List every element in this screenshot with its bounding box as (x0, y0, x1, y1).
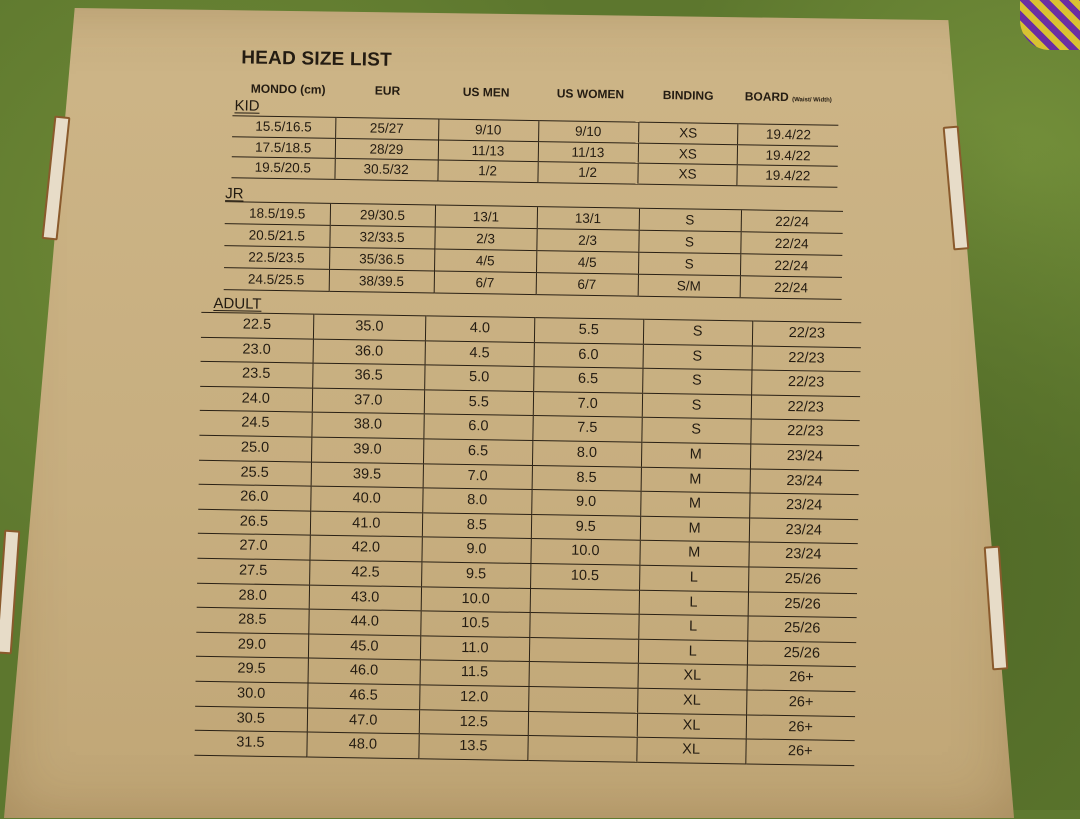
cell-mondo: 29.5 (196, 657, 309, 683)
cell-us-women (529, 662, 638, 688)
section-label-jr: JR (225, 185, 244, 203)
cell-mondo: 28.5 (196, 607, 309, 633)
cell-board: 23/24 (749, 518, 858, 544)
cell-us-men: 5.5 (424, 390, 533, 416)
cell-us-men: 4.0 (425, 316, 534, 342)
cell-eur: 41.0 (310, 511, 423, 537)
cell-us-women: 1/2 (537, 162, 637, 184)
cell-eur: 44.0 (308, 609, 421, 635)
cell-us-men: 9.0 (422, 537, 531, 563)
header-eur: EUR (374, 83, 401, 98)
cell-mondo: 22.5 (201, 312, 314, 338)
cell-board: 22/23 (752, 321, 861, 347)
cell-mondo: 24.5/25.5 (224, 268, 329, 292)
cell-eur: 46.0 (308, 658, 421, 684)
adult-table (194, 312, 861, 766)
cell-binding: M (640, 541, 749, 567)
cell-us-men: 6.5 (423, 439, 532, 465)
cell-us-women: 10.0 (531, 539, 640, 565)
cell-us-women: 7.0 (533, 391, 642, 417)
cell-eur: 36.0 (313, 339, 426, 365)
cell-binding: XL (638, 664, 747, 690)
cell-mondo: 28.0 (197, 583, 310, 609)
cell-mondo: 26.5 (198, 509, 311, 535)
header-board (745, 89, 832, 104)
cell-eur: 48.0 (307, 732, 420, 758)
cell-board: 22/24 (740, 232, 842, 256)
cell-eur: 29/30.5 (330, 203, 435, 227)
cell-us-men: 13.5 (419, 734, 528, 760)
cell-us-women: 6.5 (533, 367, 642, 393)
cell-board: 22/23 (751, 370, 860, 396)
cell-binding: S (642, 418, 751, 444)
cell-board: 25/26 (747, 616, 856, 642)
cell-mondo: 25.0 (199, 435, 312, 461)
cell-us-men: 10.5 (421, 611, 530, 637)
cell-us-men: 11.5 (420, 660, 529, 686)
cell-us-women: 9/10 (538, 121, 638, 143)
section-label-kid: KID (234, 97, 260, 115)
cell-us-women: 6.0 (534, 342, 643, 368)
cell-board: 26+ (746, 714, 855, 740)
cell-mondo: 24.0 (200, 386, 313, 412)
column-headers (227, 81, 867, 111)
jr-table (224, 201, 843, 300)
cell-us-women: 9.0 (531, 490, 640, 516)
cell-eur: 42.5 (309, 560, 422, 586)
cell-mondo: 29.0 (196, 632, 309, 658)
cell-binding: S (639, 208, 741, 232)
cell-us-women: 8.0 (532, 441, 641, 467)
chart-title: HEAD SIZE LIST (241, 47, 393, 71)
cell-eur: 39.5 (311, 462, 424, 488)
cell-board: 22/24 (741, 210, 843, 234)
header-binding: BINDING (662, 88, 714, 103)
cell-eur: 45.0 (308, 634, 421, 660)
cell-us-women (529, 637, 638, 663)
header-mondo: MONDO (cm) (250, 81, 326, 97)
cell-mondo: 24.5 (199, 411, 312, 437)
cell-binding: XS (638, 143, 738, 165)
cell-binding: M (641, 442, 750, 468)
cell-eur: 38.0 (312, 412, 425, 438)
header-us-men: US MEN (462, 84, 510, 100)
cell-us-women: 9.5 (531, 514, 640, 540)
cell-us-men: 4.5 (425, 340, 534, 366)
kid-table (231, 115, 838, 187)
cell-eur: 40.0 (310, 486, 423, 512)
cell-us-women (528, 711, 637, 737)
cell-binding: XL (636, 737, 745, 763)
cell-us-women (528, 736, 637, 762)
cell-us-men: 8.0 (423, 488, 532, 514)
cell-eur: 25/27 (335, 117, 438, 139)
cell-eur: 28/29 (335, 138, 438, 160)
cell-binding: XL (637, 688, 746, 714)
cell-us-men: 10.0 (421, 586, 530, 612)
cell-us-women (528, 686, 637, 712)
cell-eur: 47.0 (307, 708, 420, 734)
cell-eur: 32/33.5 (329, 225, 434, 249)
cell-binding: S (643, 319, 752, 345)
cell-binding: M (640, 516, 749, 542)
cell-board: 22/24 (740, 254, 842, 278)
cell-us-men: 6.0 (424, 414, 533, 440)
cell-board: 26+ (745, 739, 854, 765)
cell-binding: S (642, 393, 751, 419)
cell-binding: L (638, 614, 747, 640)
cell-binding: S (643, 344, 752, 370)
cell-mondo: 18.5/19.5 (225, 202, 330, 226)
cell-mondo: 15.5/16.5 (232, 116, 335, 138)
cell-us-men: 12.0 (420, 685, 529, 711)
cell-mondo: 30.0 (195, 681, 308, 707)
cell-us-women: 4/5 (536, 251, 638, 275)
cell-binding: L (639, 590, 748, 616)
cell-us-men: 8.5 (422, 513, 531, 539)
cell-board: 22/23 (750, 419, 859, 445)
cell-board: 25/26 (748, 567, 857, 593)
cell-mondo: 20.5/21.5 (224, 224, 329, 248)
cell-binding: S (638, 230, 740, 254)
cell-board: 25/26 (748, 591, 857, 617)
section-label-adult: ADULT (213, 295, 262, 313)
cell-us-men: 6/7 (434, 271, 536, 295)
cell-binding: XS (638, 122, 738, 144)
cell-us-women: 8.5 (532, 465, 641, 491)
cell-us-men: 2/3 (434, 227, 536, 251)
cell-us-men: 11/13 (438, 140, 538, 162)
cell-us-women: 2/3 (536, 229, 638, 253)
cell-eur: 38/39.5 (329, 269, 434, 293)
cell-board: 22/23 (751, 395, 860, 421)
cell-mondo: 22.5/23.5 (224, 246, 329, 270)
cell-board: 22/24 (740, 276, 842, 300)
cell-eur: 35/36.5 (329, 247, 434, 271)
cell-us-women (530, 613, 639, 639)
cell-eur: 43.0 (309, 585, 422, 611)
cell-mondo: 23.5 (200, 362, 313, 388)
cell-binding: XL (637, 713, 746, 739)
cell-binding: L (639, 565, 748, 591)
cell-us-women: 5.5 (534, 318, 643, 344)
cell-binding: XS (637, 163, 737, 185)
cell-mondo: 17.5/18.5 (232, 136, 335, 158)
cell-board: 19.4/22 (737, 165, 837, 187)
header-us-women: US WOMEN (556, 86, 625, 102)
cell-mondo: 26.0 (198, 484, 311, 510)
cell-eur: 46.5 (307, 683, 420, 709)
header-board-note: (Waist/ Width) (792, 97, 832, 104)
cell-us-men: 7.0 (423, 463, 532, 489)
cell-board: 26+ (746, 690, 855, 716)
cell-us-men: 11.0 (420, 636, 529, 662)
cell-binding: M (641, 467, 750, 493)
cell-binding: L (638, 639, 747, 665)
cell-binding: S/M (638, 274, 740, 298)
cell-us-men: 13/1 (435, 205, 537, 229)
cell-us-men: 4/5 (434, 249, 536, 273)
cell-mondo: 19.5/20.5 (231, 157, 334, 179)
cell-board: 23/24 (748, 542, 857, 568)
cell-binding: M (640, 491, 749, 517)
cell-board: 19.4/22 (738, 144, 838, 166)
cell-eur: 39.0 (311, 437, 424, 463)
cell-eur: 36.5 (312, 363, 425, 389)
cell-eur: 35.0 (313, 314, 426, 340)
cell-board: 23/24 (750, 444, 859, 470)
cell-us-men: 1/2 (437, 160, 537, 182)
cell-us-men: 9/10 (438, 119, 538, 141)
cell-eur: 42.0 (310, 535, 423, 561)
cell-board: 25/26 (747, 641, 856, 667)
cell-mondo: 30.5 (195, 706, 308, 732)
cell-binding: S (638, 252, 740, 276)
cell-us-women: 6/7 (536, 273, 638, 297)
cell-board: 22/23 (752, 346, 861, 372)
cell-mondo: 27.5 (197, 558, 310, 584)
cell-mondo: 23.0 (201, 337, 314, 363)
cell-eur: 30.5/32 (334, 158, 437, 180)
cell-us-women: 10.5 (530, 563, 639, 589)
cell-mondo: 31.5 (194, 730, 307, 756)
cell-board: 26+ (747, 665, 856, 691)
cell-us-men: 5.0 (425, 365, 534, 391)
cell-board: 23/24 (750, 469, 859, 495)
cell-us-women: 13/1 (537, 207, 639, 231)
cell-us-women: 7.5 (533, 416, 642, 442)
cell-us-men: 9.5 (421, 562, 530, 588)
cell-us-women: 11/13 (538, 141, 638, 163)
cell-binding: S (642, 368, 751, 394)
header-board-label: BOARD (744, 89, 789, 105)
cell-eur: 37.0 (312, 388, 425, 414)
cell-us-women (530, 588, 639, 614)
cell-us-men: 12.5 (419, 709, 528, 735)
cell-board: 19.4/22 (738, 124, 838, 146)
cell-board: 23/24 (749, 493, 858, 519)
cell-mondo: 27.0 (197, 534, 310, 560)
cell-mondo: 25.5 (199, 460, 312, 486)
